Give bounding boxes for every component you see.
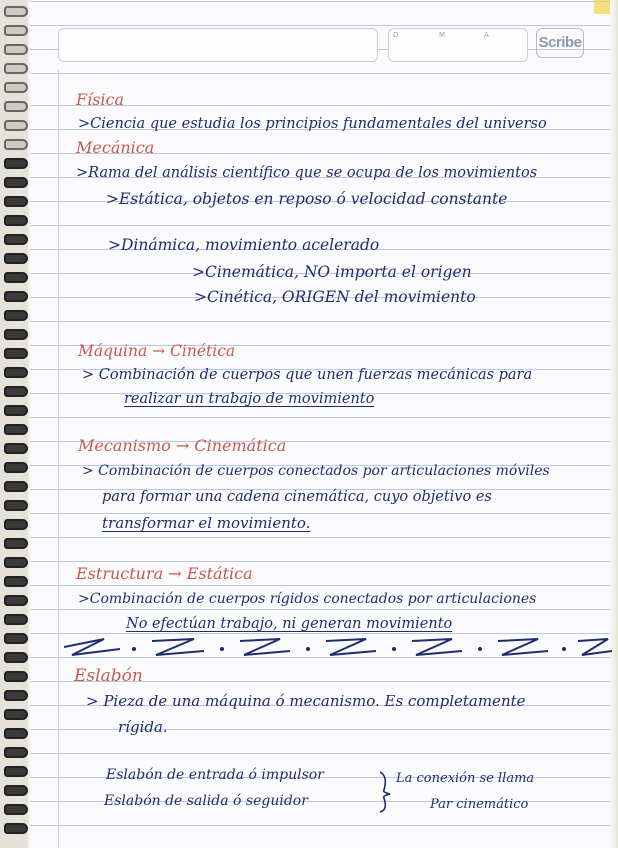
heading-fisica: Física bbox=[76, 90, 125, 109]
note-line: transformar el movimiento. bbox=[102, 514, 311, 532]
heading-maquina: Máquina → Cinética bbox=[78, 342, 236, 360]
spiral-coil bbox=[4, 253, 28, 264]
note-line: rígida. bbox=[118, 718, 168, 736]
spiral-coil bbox=[4, 291, 28, 302]
spiral-coil bbox=[4, 6, 28, 17]
spiral-coil bbox=[4, 747, 28, 758]
heading-mecanismo: Mecanismo → Cinemática bbox=[78, 436, 287, 455]
note-line: >Dinámica, movimiento acelerado bbox=[108, 236, 380, 254]
spiral-coil bbox=[4, 614, 28, 625]
note-line: para formar una cadena cinemática, cuyo objetivo es bbox=[102, 489, 492, 505]
spiral-coil bbox=[4, 424, 28, 435]
spiral-coil bbox=[4, 709, 28, 720]
spiral-coil bbox=[4, 766, 28, 777]
date-month-label: M bbox=[439, 31, 446, 39]
spiral-coil bbox=[4, 215, 28, 226]
spiral-coil bbox=[4, 310, 28, 321]
brand-logo: Scribe bbox=[536, 28, 584, 58]
note-line: realizar un trabajo de movimiento bbox=[124, 391, 375, 407]
date-year-label: A bbox=[484, 31, 489, 39]
spiral-coil bbox=[4, 462, 28, 473]
note-line: > Pieza de una máquina ó mecanismo. Es completamente bbox=[86, 692, 526, 710]
note-line: La conexión se llama bbox=[396, 771, 535, 786]
spiral-coil bbox=[4, 557, 28, 568]
spiral-coil bbox=[4, 519, 28, 530]
spiral-coil bbox=[4, 63, 28, 74]
notebook-page bbox=[30, 0, 618, 848]
header-title-box bbox=[58, 28, 378, 62]
spiral-binding bbox=[0, 0, 28, 848]
note-line: No efectúan trabajo, ni generan movimiento bbox=[126, 616, 453, 632]
zigzag-divider bbox=[64, 635, 612, 659]
spiral-coil bbox=[4, 633, 28, 644]
spiral-coil bbox=[4, 690, 28, 701]
note-line: Eslabón de salida ó seguidor bbox=[104, 793, 308, 809]
page-edge bbox=[610, 0, 618, 848]
note-line: >Combinación de cuerpos rígidos conectados por articulaciones bbox=[78, 591, 537, 607]
brace-mark bbox=[376, 770, 394, 814]
note-line: >Estática, objetos en reposo ó velocidad constante bbox=[106, 190, 508, 208]
spiral-coil bbox=[4, 177, 28, 188]
spiral-coil bbox=[4, 329, 28, 340]
spiral-coil bbox=[4, 652, 28, 663]
spiral-coil bbox=[4, 576, 28, 587]
note-line: Par cinemático bbox=[430, 797, 529, 812]
spiral-coil bbox=[4, 139, 28, 150]
spiral-coil bbox=[4, 671, 28, 682]
spiral-coil bbox=[4, 158, 28, 169]
heading-mecanica: Mecánica bbox=[76, 138, 155, 157]
header-date-box bbox=[388, 28, 528, 62]
spiral-coil bbox=[4, 538, 28, 549]
spiral-coil bbox=[4, 272, 28, 283]
note-line: > Combinación de cuerpos que unen fuerzas mecánicas para bbox=[82, 367, 533, 383]
note-line: >Ciencia que estudia los principios fundamentales del universo bbox=[78, 116, 547, 132]
spiral-coil bbox=[4, 101, 28, 112]
spiral-coil bbox=[4, 728, 28, 739]
note-line: > Combinación de cuerpos conectados por articulaciones móviles bbox=[82, 463, 550, 479]
heading-eslabon: Eslabón bbox=[74, 666, 143, 686]
spiral-coil bbox=[4, 25, 28, 36]
spiral-coil bbox=[4, 405, 28, 416]
spiral-coil bbox=[4, 823, 28, 834]
spiral-coil bbox=[4, 367, 28, 378]
spiral-coil bbox=[4, 196, 28, 207]
spiral-coil bbox=[4, 234, 28, 245]
spiral-coil bbox=[4, 348, 28, 359]
note-line: >Cinética, ORIGEN del movimiento bbox=[194, 288, 476, 306]
spiral-coil bbox=[4, 595, 28, 606]
spiral-coil bbox=[4, 804, 28, 815]
note-line: >Rama del análisis científico que se ocupa de los movimientos bbox=[76, 165, 538, 181]
spiral-coil bbox=[4, 481, 28, 492]
spiral-coil bbox=[4, 386, 28, 397]
spiral-coil bbox=[4, 785, 28, 796]
heading-estructura: Estructura → Estática bbox=[76, 564, 253, 583]
spiral-coil bbox=[4, 82, 28, 93]
note-line: Eslabón de entrada ó impulsor bbox=[106, 767, 324, 783]
spiral-coil bbox=[4, 500, 28, 511]
margin-line bbox=[58, 70, 59, 848]
spiral-coil bbox=[4, 443, 28, 454]
spiral-coil bbox=[4, 120, 28, 131]
spiral-coil bbox=[4, 44, 28, 55]
note-line: >Cinemática, NO importa el origen bbox=[192, 263, 472, 281]
date-day-label: D bbox=[393, 31, 399, 39]
